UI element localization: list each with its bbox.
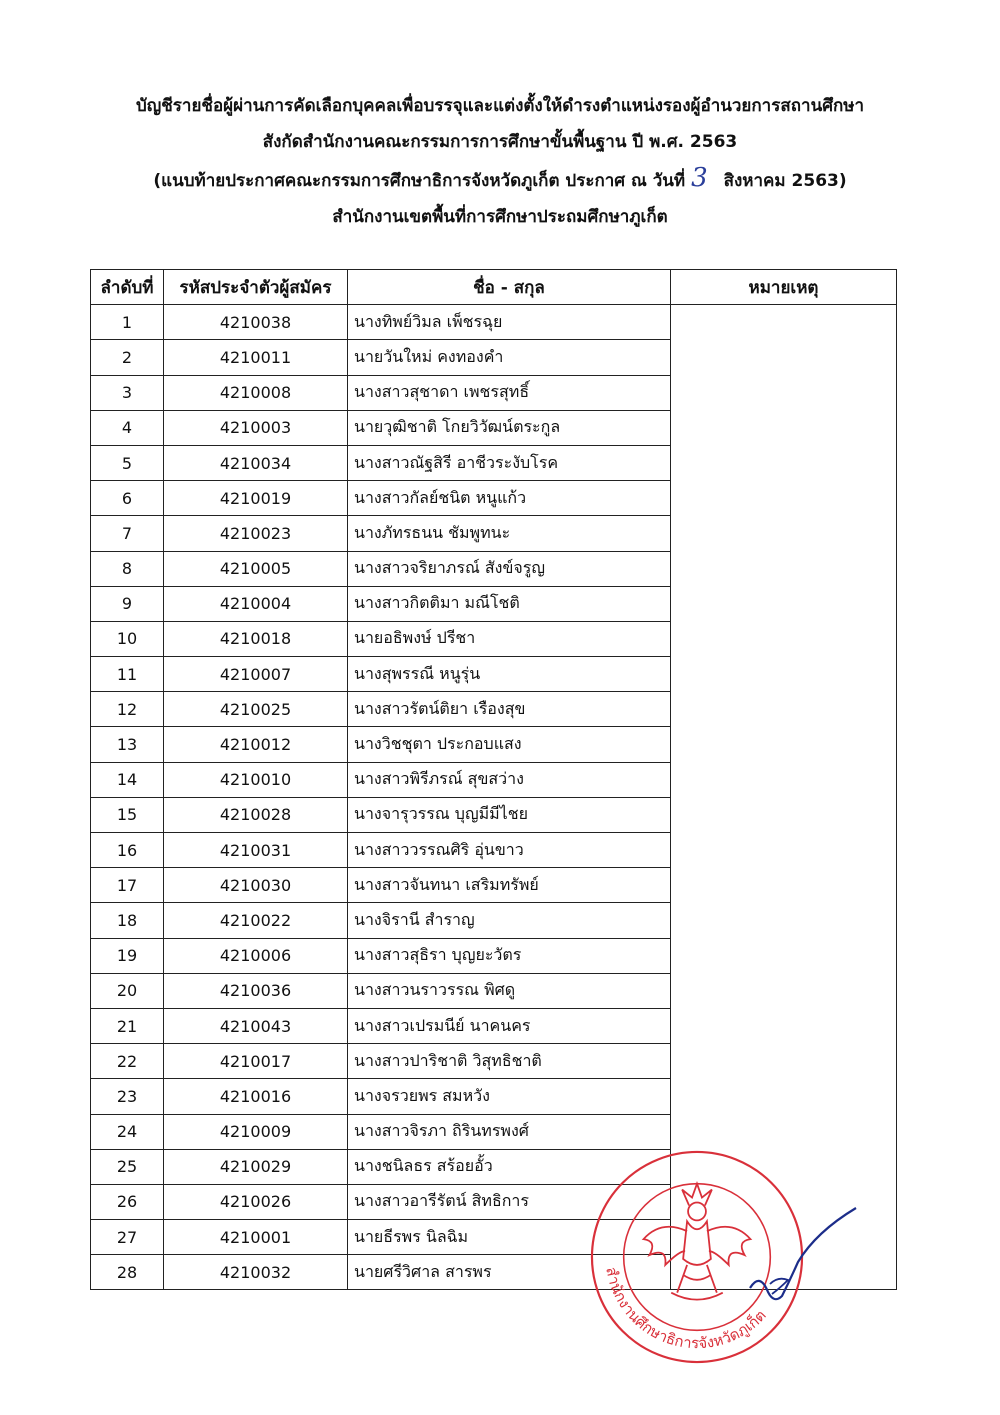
header-line-3: [0, 160, 1000, 199]
header-line-4: สำนักงานเขตพื้นที่การศึกษาประถมศึกษาภูเก็ต: [332, 207, 668, 227]
table-row: [91, 305, 897, 340]
applicant-id: 4210030: [164, 868, 348, 903]
applicant-name: นายอธิพงษ์ ปรีชา: [348, 621, 671, 656]
row-number: 8: [91, 551, 164, 586]
applicant-id: 4210010: [164, 762, 348, 797]
document-header: [0, 88, 1000, 235]
applicant-id: 4210001: [164, 1220, 348, 1255]
applicant-name: นางสาวเปรมนีย์ นาคนคร: [348, 1008, 671, 1043]
applicant-id: 4210016: [164, 1079, 348, 1114]
applicant-id: 4210025: [164, 692, 348, 727]
row-number: 17: [91, 868, 164, 903]
row-number: 20: [91, 973, 164, 1008]
header-line-3-suffix: สิงหาคม 2563): [723, 171, 847, 191]
applicant-name: นางสาวณัฐสิรี อาชีวระงับโรค: [348, 445, 671, 480]
signature: [738, 1200, 868, 1320]
applicant-name: นางจิรานี สำราญ: [348, 903, 671, 938]
applicant-name: นางสาวนราวรรณ พิศดู: [348, 973, 671, 1008]
applicant-name: นายวุฒิชาติ โกยวิวัฒน์ตระกูล: [348, 410, 671, 445]
row-number: 24: [91, 1114, 164, 1149]
applicant-name: นางสาวพิรีภรณ์ สุขสว่าง: [348, 762, 671, 797]
applicant-id: 4210004: [164, 586, 348, 621]
applicant-id: 4210009: [164, 1114, 348, 1149]
applicant-id: 4210005: [164, 551, 348, 586]
row-number: 25: [91, 1149, 164, 1184]
applicant-name: นางจารุวรรณ บุญมีมีไชย: [348, 797, 671, 832]
applicant-id: 4210043: [164, 1008, 348, 1043]
applicant-name: นางสาวกิตติมา มณีโชติ: [348, 586, 671, 621]
applicant-name: นายศรีวิศาล สารพร: [348, 1255, 671, 1290]
row-number: 21: [91, 1008, 164, 1043]
applicant-id: 4210034: [164, 445, 348, 480]
applicant-name: นางสาววรรณศิริ อุ่นขาว: [348, 833, 671, 868]
row-number: 9: [91, 586, 164, 621]
candidate-table: [90, 269, 897, 1290]
applicant-id: 4210012: [164, 727, 348, 762]
applicant-id: 4210026: [164, 1184, 348, 1219]
applicant-name: นางสาวสุชาดา เพชรสุทธิ์: [348, 375, 671, 410]
applicant-id: 4210003: [164, 410, 348, 445]
applicant-id: 4210007: [164, 657, 348, 692]
applicant-id: 4210017: [164, 1044, 348, 1079]
row-number: 18: [91, 903, 164, 938]
applicant-id: 4210023: [164, 516, 348, 551]
applicant-name: นางสาวจิรภา ถิรินทรพงศ์: [348, 1114, 671, 1149]
column-header-applicant-id: รหัสประจำตัวผู้สมัคร: [164, 270, 348, 305]
applicant-name: นางชนิลธร สร้อยอั้ว: [348, 1149, 671, 1184]
applicant-name: นางสาวอารีรัตน์ สิทธิการ: [348, 1184, 671, 1219]
applicant-id: 4210018: [164, 621, 348, 656]
applicant-name: นางสาวกัลย์ชนิต หนูแก้ว: [348, 481, 671, 516]
handwritten-day: 3: [691, 163, 708, 193]
applicant-id: 4210031: [164, 833, 348, 868]
header-line-2: สังกัดสำนักงานคณะกรรมการการศึกษาขั้นพื้นฐาน ปี พ.ศ. 2563: [262, 132, 738, 152]
applicant-name: นางทิพย์วิมล เพ็ชรฉุย: [348, 305, 671, 340]
applicant-name: นางสาวสุธิรา บุญยะวัตร: [348, 938, 671, 973]
row-number: 19: [91, 938, 164, 973]
row-number: 4: [91, 410, 164, 445]
applicant-id: 4210028: [164, 797, 348, 832]
applicant-id: 4210019: [164, 481, 348, 516]
table-body: [91, 305, 897, 1290]
row-number: 13: [91, 727, 164, 762]
row-number: 1: [91, 305, 164, 340]
applicant-name: นางสาวรัตน์ติยา เรืองสุข: [348, 692, 671, 727]
row-number: 5: [91, 445, 164, 480]
row-number: 2: [91, 340, 164, 375]
row-number: 22: [91, 1044, 164, 1079]
row-number: 27: [91, 1220, 164, 1255]
row-number: 11: [91, 657, 164, 692]
column-header-number: ลำดับที่: [91, 270, 164, 305]
applicant-id: 4210008: [164, 375, 348, 410]
table-header-row: [91, 270, 897, 305]
applicant-id: 4210006: [164, 938, 348, 973]
applicant-id: 4210036: [164, 973, 348, 1008]
garuda-emblem-icon: [643, 1184, 750, 1300]
row-number: 28: [91, 1255, 164, 1290]
header-line-1: บัญชีรายชื่อผู้ผ่านการคัดเลือกบุคคลเพื่อบรรจุและแต่งตั้งให้ดำรงตำแหน่งรองผู้อำนวยการสถานศึกษา: [135, 96, 865, 116]
applicant-name: นายวันใหม่ คงทองคำ: [348, 340, 671, 375]
row-number: 7: [91, 516, 164, 551]
row-number: 3: [91, 375, 164, 410]
row-number: 10: [91, 621, 164, 656]
applicant-name: นางสาวจริยาภรณ์ สังข์จรูญ: [348, 551, 671, 586]
remarks-cell: [671, 305, 897, 1290]
applicant-id: 4210022: [164, 903, 348, 938]
applicant-name: นายธีรพร นิลฉิม: [348, 1220, 671, 1255]
seal-text: สำนักงานศึกษาธิการจังหวัดภูเก็ต: [602, 1265, 770, 1353]
applicant-id: 4210038: [164, 305, 348, 340]
applicant-name: นางสาวปาริชาติ วิสุทธิชาติ: [348, 1044, 671, 1079]
row-number: 26: [91, 1184, 164, 1219]
applicant-id: 4210029: [164, 1149, 348, 1184]
applicant-id: 4210011: [164, 340, 348, 375]
row-number: 15: [91, 797, 164, 832]
row-number: 23: [91, 1079, 164, 1114]
column-header-remarks: หมายเหตุ: [671, 270, 897, 305]
row-number: 12: [91, 692, 164, 727]
applicant-name: นางสุพรรณี หนูรุ่น: [348, 657, 671, 692]
header-line-3-prefix: (แนบท้ายประกาศคณะกรรมการศึกษาธิการจังหวัดภูเก็ต ประกาศ ณ วันที่: [153, 171, 686, 191]
column-header-name: ชื่อ - สกุล: [348, 270, 671, 305]
applicant-name: นางจรวยพร สมหวัง: [348, 1079, 671, 1114]
applicant-name: นางวิชชุตา ประกอบแสง: [348, 727, 671, 762]
row-number: 14: [91, 762, 164, 797]
row-number: 16: [91, 833, 164, 868]
row-number: 6: [91, 481, 164, 516]
applicant-id: 4210032: [164, 1255, 348, 1290]
applicant-name: นางสาวจันทนา เสริมทรัพย์: [348, 868, 671, 903]
applicant-name: นางภัทรธนน ชัมพูทนะ: [348, 516, 671, 551]
